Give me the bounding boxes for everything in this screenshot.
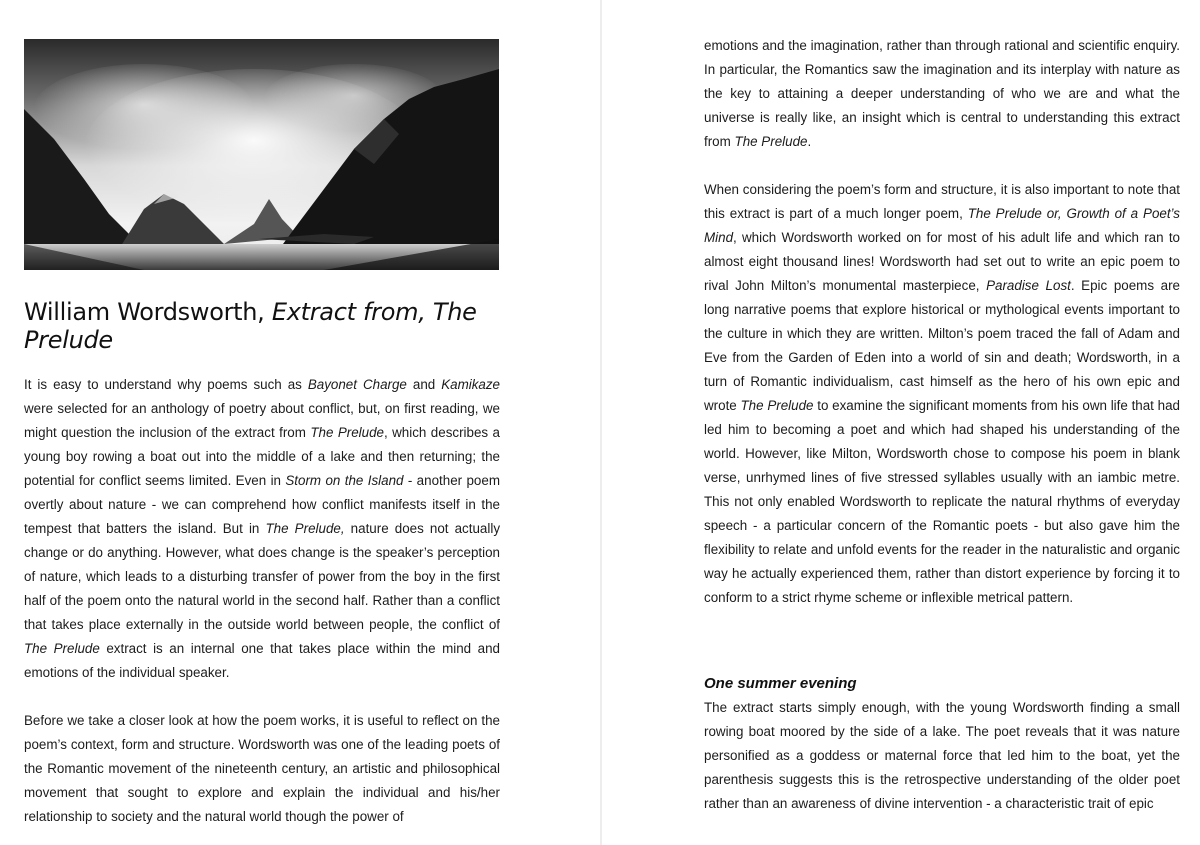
text-run: . <box>807 134 812 149</box>
right-page <box>602 0 1200 845</box>
italic-text: Kamikaze <box>441 377 500 392</box>
text-run: , which Wordsworth worked on for most of his adult life and which ran to almost eight thousand lines! Wordsworth had set out to write an epic poem to rival John Milton’s monumental masterpiece, <box>704 230 1180 293</box>
text-run: and <box>406 377 442 392</box>
title-work: Extract from, The Prelude <box>24 298 477 354</box>
paragraph <box>704 696 1180 816</box>
italic-text: Bayonet Charge <box>307 377 407 392</box>
text-run: - another poem overtly about nature - we can comprehend how conflict manifests itself in the tempest that batters the island. But in <box>24 473 500 536</box>
text-run: to examine the significant moments from his own life that had led him to becoming a poet and which had shaped his understanding of the world. However, like Milton, Wordsworth chose to compose his poem in blank verse, unrhymed lines of five stressed syllables usually with an iambic metre. This not only enabled Wordsworth to replicate the natural rhythms of everyday speech - a particular concern of the Romantic poets - but also gave him the flexibility to relate and unfold events for the reader in the naturalistic and organic way he actually experienced them, rather than distort experience by forcing it to conform to a strict rhyme scheme or inflexible metrical pattern. <box>704 398 1180 605</box>
italic-text: Paradise Lost <box>986 278 1071 293</box>
paragraph <box>704 178 1180 610</box>
italic-text: The Prelude <box>734 134 808 149</box>
section-subheading: One summer evening <box>704 675 857 692</box>
italic-text: The Prelude <box>740 398 814 413</box>
italic-text: The Prelude <box>24 641 100 656</box>
text-run: It is easy to understand why poems such as <box>24 377 308 392</box>
page-title <box>24 298 504 354</box>
italic-text: Storm on the Island <box>285 473 404 488</box>
text-run: . Epic poems are long narrative poems that explore historical or mythological events important to the culture in which they are written. Milton’s poem traced the fall of Adam and Eve from the Garden of Eden into a world of sin and death; Wordsworth, in a turn of Romantic individualism, cast himself as the hero of his own epic and wrote <box>704 278 1180 413</box>
italic-text: The Prelude or, Growth of a Poet’s Mind <box>704 206 1180 245</box>
text-run: emotions and the imagination, rather than through rational and scientific enquiry. In particular, the Romantics saw the imagination and its interplay with nature as the key to attaining a deeper understanding of who we are and what the universe is really like, an insight which is central to understanding this extract from <box>704 38 1180 149</box>
text-run: were selected for an anthology of poetry about conflict, but, on first reading, we might question the inclusion of the extract from <box>24 401 500 440</box>
text-run: Before we take a closer look at how the poem works, it is useful to reflect on the poem’s context, form and structure. Wordsworth was one of the leading poets of the Romantic movement of the nineteenth century, an artistic and philosophical movement that sought to explore and explain the individual and his/her relationship to society and the natural world though the power of <box>24 713 500 824</box>
paragraph <box>24 709 500 829</box>
right-column-text <box>704 34 1180 816</box>
title-author: William Wordsworth, <box>24 298 272 326</box>
text-run: extract is an internal one that takes place within the mind and emotions of the individual speaker. <box>24 641 500 680</box>
text-run: , which describes a young boy rowing a boat out into the middle of a lake and then returning; the potential for conflict seems limited. Even in <box>24 425 500 488</box>
paragraph <box>704 34 1180 154</box>
left-column-text <box>24 373 500 829</box>
fjord-landscape-photo <box>24 39 499 270</box>
italic-text: The Prelude <box>310 425 384 440</box>
text-run: When considering the poem’s form and structure, it is also important to note that this extract is part of a much longer poem, <box>704 182 1180 221</box>
paragraph <box>24 373 500 685</box>
text-run: nature does not actually change or do anything. However, what does change is the speaker’s perception of nature, which leads to a disturbing transfer of power from the boy in the first half of the poem onto the natural world in the second half. Rather than a conflict that takes place externally in the outside world between people, the conflict of <box>24 521 501 632</box>
text-run: The extract starts simply enough, with the young Wordsworth finding a small rowing boat moored by the side of a lake. The poet reveals that it was nature personified as a goddess or maternal force that led him to the boat, yet the parenthesis suggests this is the retrospective understanding of the older poet rather than an awareness of divine intervention - a characteristic trait of epic <box>704 700 1180 811</box>
italic-text: The Prelude, <box>265 521 345 536</box>
